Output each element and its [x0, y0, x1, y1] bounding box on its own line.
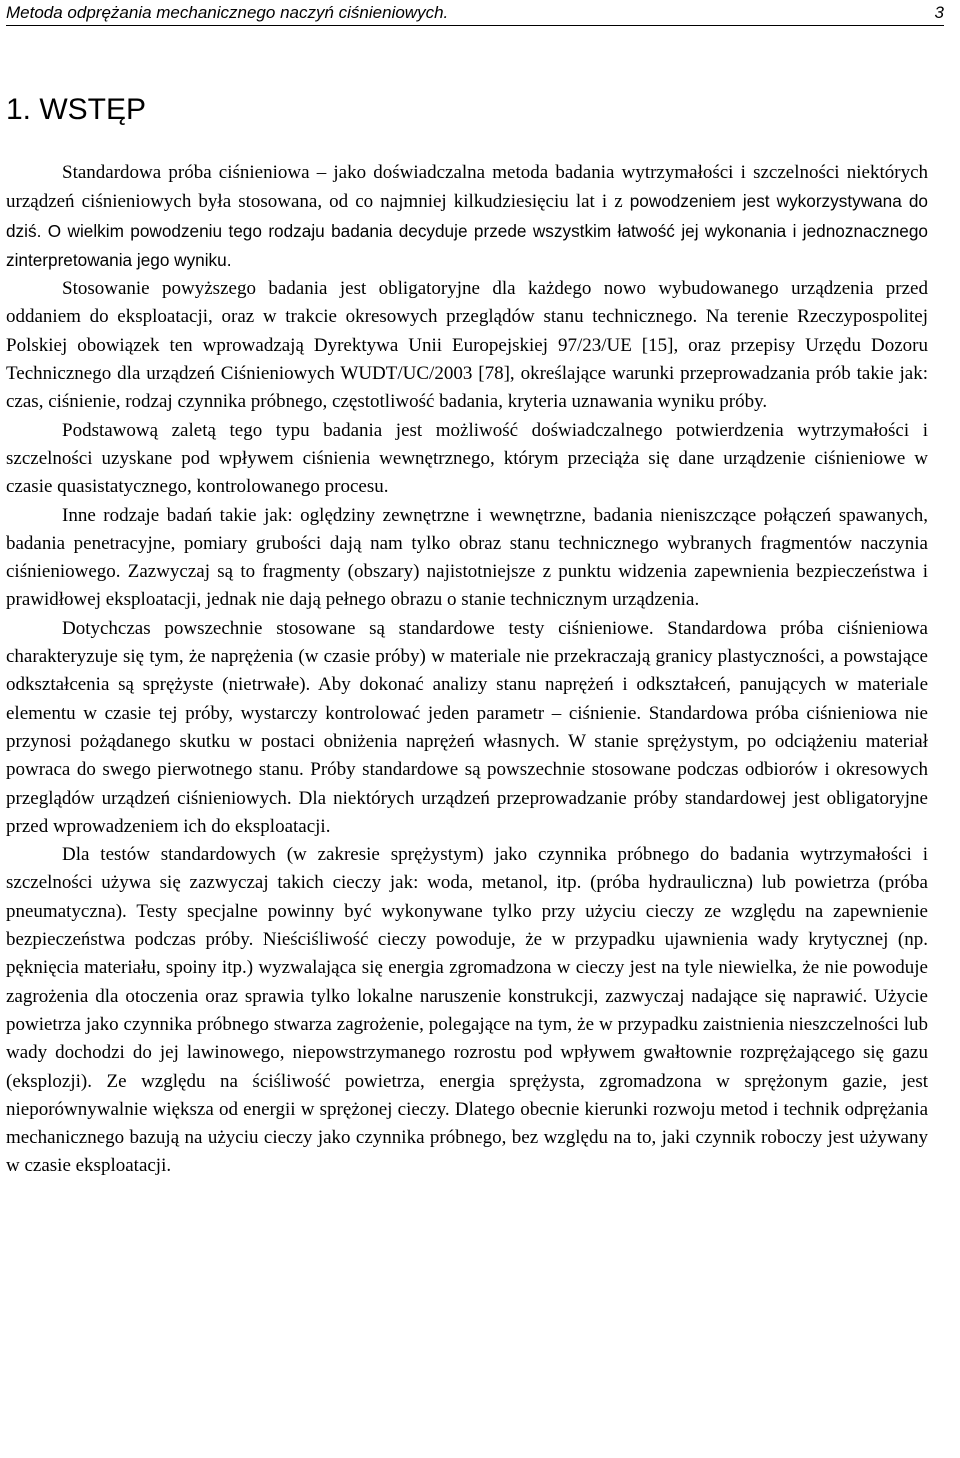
paragraph-other-tests: Inne rodzaje badań takie jak: oględziny zewnętrzne i wewnętrzne, badania nieniszczące połączeń spawanych, badania penetracyjne, pomiary grubości dają nam tylko obraz stanu technicznego wybranych fragmentów naczynia ciśnieniowego. Zazwyczaj są to fragmenty (obszary) najistotniejsze z punktu widzenia zapewnienia bezpieczeństwa i prawidłowej eksploatacji, jednak nie dają pełnego obrazu o stanie technicznym urządzenia. — [6, 504, 928, 611]
document-body — [6, 159, 928, 1181]
page-number: 3 — [934, 3, 944, 22]
header-divider — [6, 25, 944, 26]
header-title: Metoda odprężania mechanicznego naczyń ciśnieniowych. — [6, 3, 449, 22]
paragraph-standard-tests: Dotychczas powszechnie stosowane są standardowe testy ciśnieniowe. Standardowa próba ciśnieniowa charakteryzuje się tym, że naprężenia (w czasie próby) w materiale nie przekraczają granicy plastyczności, a powstające odkształcenia są sprężyste (nietrwałe). Aby dokonać analizy stanu naprężeń i odkształceń, panujących w materiale elementu w czasie tej próby, wystarczy kontrolować jeden parametr – ciśnienie. Standardowa próba ciśnieniowa nie przynosi pożądanego skutku w postaci obniżenia naprężeń własnych. W stanie sprężystym, po odciążeniu materiał powraca do swego pierwotnego stanu. Próby standardowe są powszechnie stosowane podczas odbiorów i okresowych przeglądów urządzeń ciśnieniowych. Dla niektórych urządzeń przeprowadzanie próby standardowej jest obligatoryjne przed wprowadzeniem ich do eksploatacji. — [6, 617, 928, 837]
paragraph-intro-sans: powodzeniem jest wykorzystywana do dziś. O wielkim powodzeniu tego rodzaju badania decyduje przede wszystkim łatwość jej wykonania i jednoznacznego zinterpretowania jego wyniku. — [6, 191, 928, 270]
paragraph-intro-serif: Standardowa próba ciśnieniowa – jako doświadczalna metoda badania wytrzymałości i szczelności niektórych urządzeń ciśnieniowych była stosowana, od co najmniej kilkudziesięciu lat i z — [6, 162, 928, 213]
paragraph-advantage: Podstawową zaletą tego typu badania jest możliwość doświadczalnego potwierdzenia wytrzymałości i szczelności uzyskane pod wpływem ciśnienia wewnętrznego, którym przeciąża się dane urządzenie ciśnieniowe w czasie quasistatycznego, kontrolowanego procesu. — [6, 419, 928, 498]
paragraph-intro — [6, 159, 928, 275]
paragraph-obligation: Stosowanie powyższego badania jest obligatoryjne dla każdego nowo wybudowanego urządzenia przed oddaniem do eksploatacji, oraz w trakcie okresowych przeglądów stanu technicznego. Na terenie Rzeczypospolitej Polskiej obowiązek ten wprowadzają Dyrektywa Unii Europejskiej 97/23/UE [15], oraz przepisy Urzędu Dozoru Technicznego dla urządzeń Ciśnieniowych WUDT/UC/2003 [78], określające warunki przeprowadzania prób takie jak: czas, ciśnienie, rodzaj czynnika próbnego, częstotliwość badania, kryteria uznawania wyniku próby. — [6, 278, 928, 413]
page-header — [6, 2, 944, 24]
section-heading: 1. WSTĘP — [6, 93, 147, 126]
paragraph-test-media: Dla testów standardowych (w zakresie sprężystym) jako czynnika próbnego do badania wytrzymałości i szczelności używa się zazwyczaj takich cieczy jak: woda, metanol, itp. (próba hydrauliczna) lub powietrza (próba pneumatyczna). Testy specjalne powinny być wykonywane tylko przy użyciu cieczy ze względu na zapewnienie bezpieczeństwa podczas próby. Nieściśliwość cieczy powoduje, że w przypadku ujawnienia wady krytycznej (np. pęknięcia materiału, spoiny itp.) wyzwalająca się energia zgromadzona w cieczy jest na tyle niewielka, że nie powoduje zagrożenia dla otoczenia oraz sprawia tylko lokalne naruszenie konstrukcji, zazwyczaj nadające się naprawić. Użycie powietrza jako czynnika próbnego stwarza zagrożenie, polegające na tym, że w przypadku zaistnienia nieszczelności lub wady dochodzi do jej lawinowego, niepowstrzymanego rozrostu pod wpływem gwałtownie rozprężającego się gazu (eksplozji). Ze względu na ściśliwość powietrza, energia sprężysta, zgromadzona w sprężonym gazie, jest nieporównywalnie większa od energii w sprężonej cieczy. Dlatego obecnie kierunki rozwoju metod i technik odprężania mechanicznego bazują na użyciu cieczy jako czynnika próbnego, bez względu na to, jaki czynnik roboczy jest używany w czasie eksploatacji. — [6, 844, 928, 1177]
